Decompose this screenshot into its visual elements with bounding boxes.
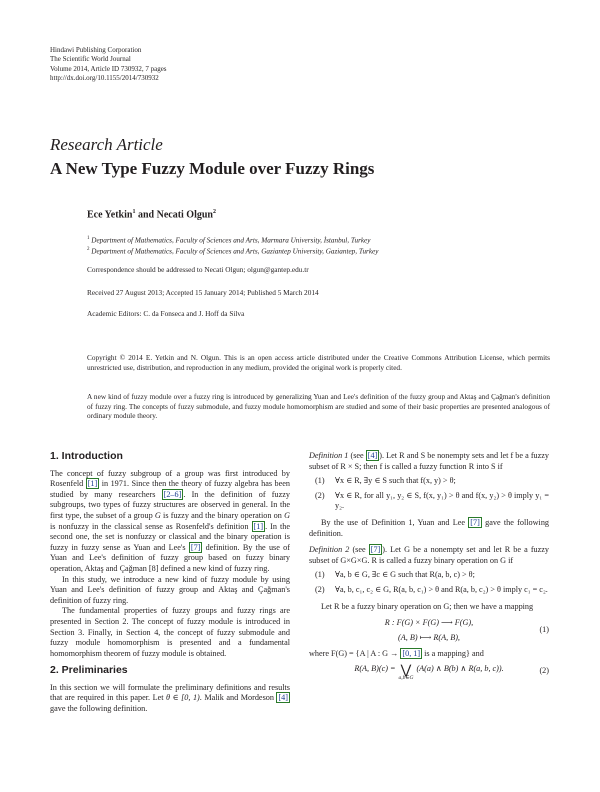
definition-1-condition-1: (1) ∀x ∈ R, ∃y ∈ S such that f(x, y) > θ; [315,476,456,486]
section-heading-preliminaries: 2. Preliminaries [50,664,128,677]
dates: Received 27 August 2013; Accepted 15 January 2014; Published 5 March 2014 [87,288,319,297]
citation-link[interactable]: [1] [87,479,98,489]
volume-info: Volume 2014, Article ID 730932, 7 pages [50,64,167,73]
paragraph-mapping: Let R be a fuzzy binary operation on G; then we have a mapping [321,601,534,611]
affiliation-1-text: Department of Mathematics, Faculty of Sciences and Arts, Marmara University, İstanbul, Turkey [91,236,371,245]
definition-2-condition-1: (1) ∀a, b ∈ G, ∃c ∈ G such that R(a, b, c) > θ; [315,570,475,580]
affiliation-2-number: 2 [87,247,90,252]
right-column [309,451,549,681]
citation-link[interactable]: [4] [367,451,378,460]
equation-2-number: (2) [539,665,549,675]
intro-paragraph-1: The concept of fuzzy subgroup of a group was first introduced by Rosenfeld [1] in 1971. Since then the theory of fuzzy algebra has been studied by many researchers [2–6] . In the definition of fuzzy subgroups, two types of fuzzy structures are observed in general. In the first type, the subset of a group G is fuzzy and the binary operation on G is nonfuzzy in the classical sense as Rosenfeld's definition [1] . In the second one, the set is nonfuzzy or classical and the binary operation is fuzzy in fuzzy sense as Yuan and Lee's [7] definition. By the use of Yuan and Lee's definition of fuzzy group based on fuzzy binary operation, Aktaş and Çağman [8] defined a new kind of fuzzy ring. [50,468,291,573]
author-2: Necati Olgun [156,209,213,221]
intro-paragraph-2: In this study, we introduce a new kind of fuzzy module by using Yuan and Lee's definition of fuzzy group and Aktaş and Çağman's definition of fuzzy ring. [50,574,290,605]
definition-1-condition-2: (2) ∀x ∈ R, for all y₁, y₂ ∈ S, f(x, y₁) > θ and f(x, y₂) > θ imply y₁ = y₂. [315,490,549,511]
preliminaries-paragraph: In this section we will formulate the preliminary definitions and results that are required in this paper. Let θ ∈ [0, 1). Malik and Mordeson [4] gave the following definition. [50,682,290,714]
equation-2 [309,661,549,681]
author-1-affiliation-mark: 1 [132,209,136,215]
citation-link[interactable]: [7] [470,517,480,527]
definition-1: Definition 1 (see [4] ). Let R and S be nonempty sets and let f be a fuzzy subset of R × S; then f is called a fuzzy function R into S if [309,451,550,471]
affiliation-2-text: Department of Mathematics, Faculty of Sciences and Arts, Gaziantep University, Gaziantep, Turkey [91,247,379,256]
journal-name: The Scientific World Journal [50,55,131,64]
correspondence: Correspondence should be addressed to Necati Olgun; olgun@gantep.edu.tr [87,265,309,274]
big-join-operator: ⋁ a,b∈G [398,661,414,681]
equation-1-line-2: (A, B) ⟼ R(A, B), [398,632,460,642]
doi-link[interactable]: http://dx.doi.org/10.1155/2014/730932 [50,73,159,82]
affiliation-1 [87,236,370,244]
article-type: Research Article [50,135,163,154]
paragraph-after-definition-1: By the use of Definition 1, Yuan and Lee [7] gave the following definition. [309,517,550,538]
equation-2-lhs: R(A, B)(c) = [354,663,396,673]
author-2-affiliation-mark: 2 [212,209,216,215]
definition-1-label: Definition 1 [309,451,349,460]
definition-2-label: Definition 2 [309,545,350,555]
citation-link[interactable]: [2–6] [163,489,182,499]
copyright: Copyright © 2014 E. Yetkin and N. Olgun. This is an open access article distributed under the Creative Commons Attribution License, which permits unrestricted use, distribution, and reproduction in any medium, provided the original work is properly cited. [87,353,550,372]
affiliation-2 [87,247,378,255]
citation-link[interactable]: [7] [190,542,201,552]
editors: Academic Editors: C. da Fonseca and J. Hoff da Silva [87,309,245,318]
equation-2-rhs: (A(a) ∧ B(b) ∧ R(a, b, c)). [416,663,504,673]
abstract: A new kind of fuzzy module over a fuzzy ring is introduced by generalizing Yuan and Lee's definition of the fuzzy group and Aktaş and Çağman's definition of fuzzy ring. The concepts of fuzzy submodule, and fuzzy module homomorphism are studied and some of their basic properties are presented analogous of ordinary module theory. [87,392,550,421]
definition-2-condition-2: (2) ∀a, b, c₁, c₂ ∈ G, R(a, b, c₁) > θ and R(a, b, c₂) > θ imply c₁ = c₂. [315,584,548,594]
publisher: Hindawi Publishing Corporation [50,46,142,54]
paragraph-where: where F(G) = {A | A : G → [0, 1] is a mapping} and [309,649,484,659]
citation-link[interactable]: [7] [370,545,381,555]
definition-2: Definition 2 (see [7] ). Let G be a nonempty set and let R be a fuzzy subset of G×G×G. R is called a fuzzy binary operation on G if [309,545,549,565]
intro-paragraph-3: The fundamental properties of fuzzy groups and fuzzy rings are presented in Section 2. The concept of fuzzy module is introduced in Section 3. Finally, in Section 4, the concept of fuzzy submodule and fuzzy module homomorphism is presented and a fundamental homomorphism theorem of fuzzy module is obtained. [50,606,290,658]
paper-title: A New Type Fuzzy Module over Fuzzy Rings [50,159,375,178]
citation-link[interactable]: [1] [253,521,264,531]
affiliation-1-number: 1 [87,236,90,241]
equation-1 [309,618,549,643]
left-column [50,451,290,715]
section-heading-introduction: 1. Introduction [50,450,123,462]
authors-and: and [135,209,157,221]
authors [87,209,216,220]
equation-1-line-1: R : F(G) × F(G) ⟶ F(G), [384,618,474,628]
citation-link[interactable]: [4] [278,693,288,703]
author-1: Ece Yetkin [87,209,133,221]
journal-header [50,46,167,83]
equation-1-number: (1) [539,625,549,635]
citation-link[interactable]: [0, 1] [402,649,421,659]
